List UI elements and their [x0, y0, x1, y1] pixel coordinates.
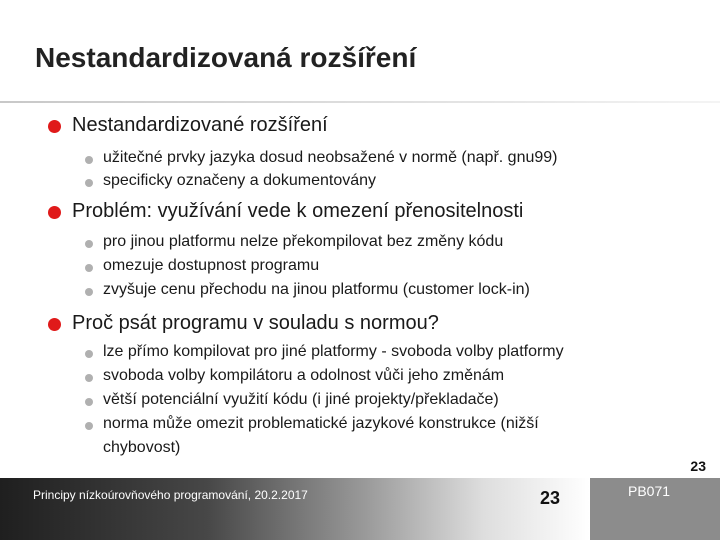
footer-page-number: 23 [540, 488, 561, 508]
sub-bullet-marker [85, 156, 93, 164]
sub-bullet-marker [85, 422, 93, 430]
sub-bullet-text: specificky označeny a dokumentovány [103, 172, 377, 189]
footer-text: Principy nízkoúrovňového programování, 20.2.2017 [33, 488, 308, 502]
bullet-text: Problém: využívání vede k omezení přenositelnosti [72, 200, 524, 222]
sub-bullet-text: omezuje dostupnost programu [103, 257, 320, 274]
sub-bullet-text: pro jinou platformu nelze překompilovat bez změny kódu [103, 233, 504, 250]
bullet-text: Nestandardizované rozšíření [72, 114, 328, 136]
footer-course-code: PB071 [628, 483, 671, 499]
slide-number: 23 [690, 458, 706, 474]
sub-bullet-text: zvyšuje cenu přechodu na jinou platformu (customer lock-in) [103, 281, 530, 298]
bullet-marker [48, 120, 61, 133]
sub-bullet-marker [85, 398, 93, 406]
sub-bullet-marker [85, 264, 93, 272]
sub-bullet-text-continuation: chybovost) [103, 439, 181, 456]
slide-title: Nestandardizovaná rozšíření [35, 42, 417, 73]
sub-bullet-text: lze přímo kompilovat pro jiné platformy - svoboda volby platformy [103, 343, 564, 360]
bullet-marker [48, 318, 61, 331]
sub-bullet-marker [85, 374, 93, 382]
bullet-text: Proč psát programu v souladu s normou? [72, 312, 439, 334]
bullet-marker [48, 206, 61, 219]
sub-bullet-text: větší potenciální využití kódu (i jiné projekty/překladače) [103, 391, 499, 408]
sub-bullet-marker [85, 179, 93, 187]
title-divider [0, 101, 720, 103]
sub-bullet-text: svoboda volby kompilátoru a odolnost vůči jeho změnám [103, 367, 505, 384]
sub-bullet-text: užitečné prvky jazyka dosud neobsažené v normě (např. gnu99) [103, 149, 558, 166]
sub-bullet-marker [85, 288, 93, 296]
sub-bullet-marker [85, 350, 93, 358]
sub-bullet-text: norma může omezit problematické jazykové konstrukce (nižší [103, 415, 539, 432]
sub-bullet-marker [85, 240, 93, 248]
footer [0, 478, 720, 540]
